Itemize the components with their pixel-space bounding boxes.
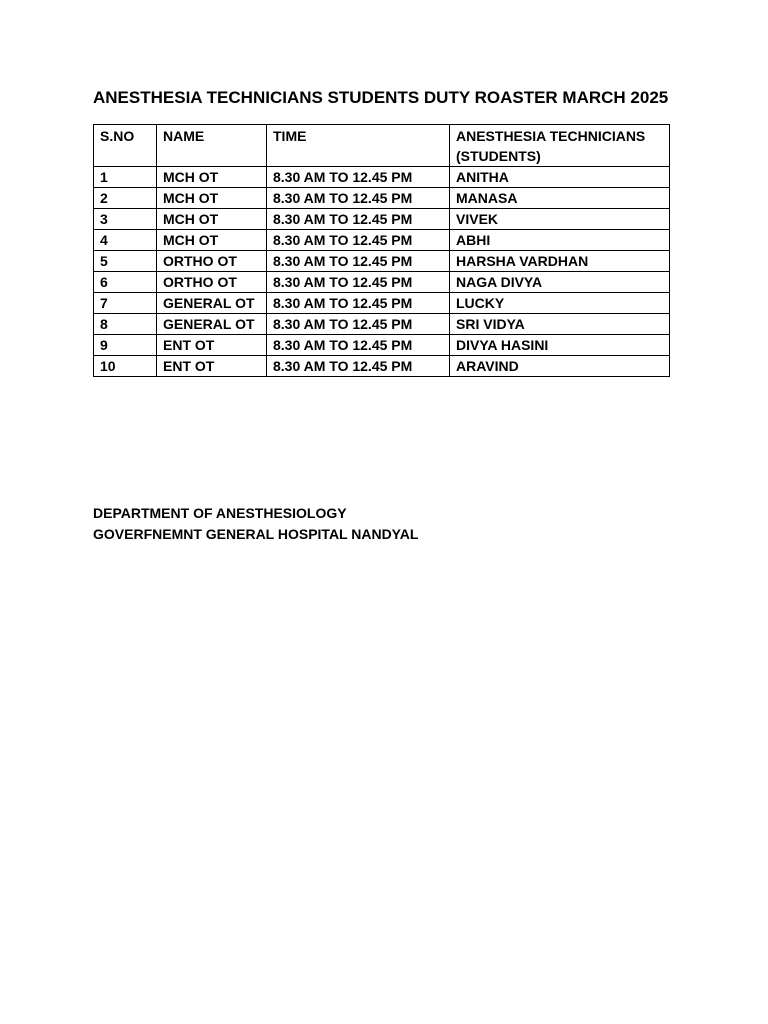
header-technicians: ANESTHESIA TECHNICIANS (STUDENTS) xyxy=(450,125,670,167)
cell-name: ENT OT xyxy=(157,356,267,377)
cell-time: 8.30 AM TO 12.45 PM xyxy=(267,335,450,356)
table-row xyxy=(94,272,670,293)
cell-time: 8.30 AM TO 12.45 PM xyxy=(267,209,450,230)
cell-time: 8.30 AM TO 12.45 PM xyxy=(267,314,450,335)
table-header-row xyxy=(94,125,670,167)
cell-technician: MANASA xyxy=(450,188,670,209)
cell-time: 8.30 AM TO 12.45 PM xyxy=(267,272,450,293)
department-name: DEPARTMENT OF ANESTHESIOLOGY xyxy=(93,505,347,521)
cell-technician: ARAVIND xyxy=(450,356,670,377)
cell-name: ENT OT xyxy=(157,335,267,356)
cell-sno: 1 xyxy=(94,167,157,188)
table-row xyxy=(94,251,670,272)
cell-time: 8.30 AM TO 12.45 PM xyxy=(267,356,450,377)
cell-technician: ABHI xyxy=(450,230,670,251)
cell-sno: 7 xyxy=(94,293,157,314)
table-row xyxy=(94,188,670,209)
cell-technician: SRI VIDYA xyxy=(450,314,670,335)
cell-sno: 3 xyxy=(94,209,157,230)
table-row xyxy=(94,230,670,251)
cell-name: MCH OT xyxy=(157,188,267,209)
cell-name: ORTHO OT xyxy=(157,272,267,293)
cell-sno: 10 xyxy=(94,356,157,377)
table-row xyxy=(94,335,670,356)
header-sno: S.NO xyxy=(94,125,157,167)
duty-roster-table xyxy=(93,124,670,377)
cell-sno: 5 xyxy=(94,251,157,272)
cell-time: 8.30 AM TO 12.45 PM xyxy=(267,167,450,188)
cell-name: GENERAL OT xyxy=(157,314,267,335)
cell-name: ORTHO OT xyxy=(157,251,267,272)
cell-technician: HARSHA VARDHAN xyxy=(450,251,670,272)
cell-sno: 9 xyxy=(94,335,157,356)
cell-technician: DIVYA HASINI xyxy=(450,335,670,356)
cell-sno: 4 xyxy=(94,230,157,251)
table-row xyxy=(94,293,670,314)
cell-sno: 2 xyxy=(94,188,157,209)
header-time: TIME xyxy=(267,125,450,167)
document-title: ANESTHESIA TECHNICIANS STUDENTS DUTY ROASTER MARCH 2025 xyxy=(93,88,669,107)
cell-name: MCH OT xyxy=(157,167,267,188)
cell-technician: LUCKY xyxy=(450,293,670,314)
cell-technician: NAGA DIVYA xyxy=(450,272,670,293)
cell-sno: 8 xyxy=(94,314,157,335)
cell-time: 8.30 AM TO 12.45 PM xyxy=(267,230,450,251)
cell-name: MCH OT xyxy=(157,209,267,230)
document-footer xyxy=(93,503,418,545)
cell-name: GENERAL OT xyxy=(157,293,267,314)
table-row xyxy=(94,356,670,377)
cell-time: 8.30 AM TO 12.45 PM xyxy=(267,188,450,209)
table-row xyxy=(94,314,670,335)
table-row xyxy=(94,167,670,188)
cell-name: MCH OT xyxy=(157,230,267,251)
table-row xyxy=(94,209,670,230)
cell-time: 8.30 AM TO 12.45 PM xyxy=(267,293,450,314)
cell-time: 8.30 AM TO 12.45 PM xyxy=(267,251,450,272)
cell-technician: ANITHA xyxy=(450,167,670,188)
header-name: NAME xyxy=(157,125,267,167)
cell-sno: 6 xyxy=(94,272,157,293)
hospital-name: GOVERFNEMNT GENERAL HOSPITAL NANDYAL xyxy=(93,526,419,542)
cell-technician: VIVEK xyxy=(450,209,670,230)
